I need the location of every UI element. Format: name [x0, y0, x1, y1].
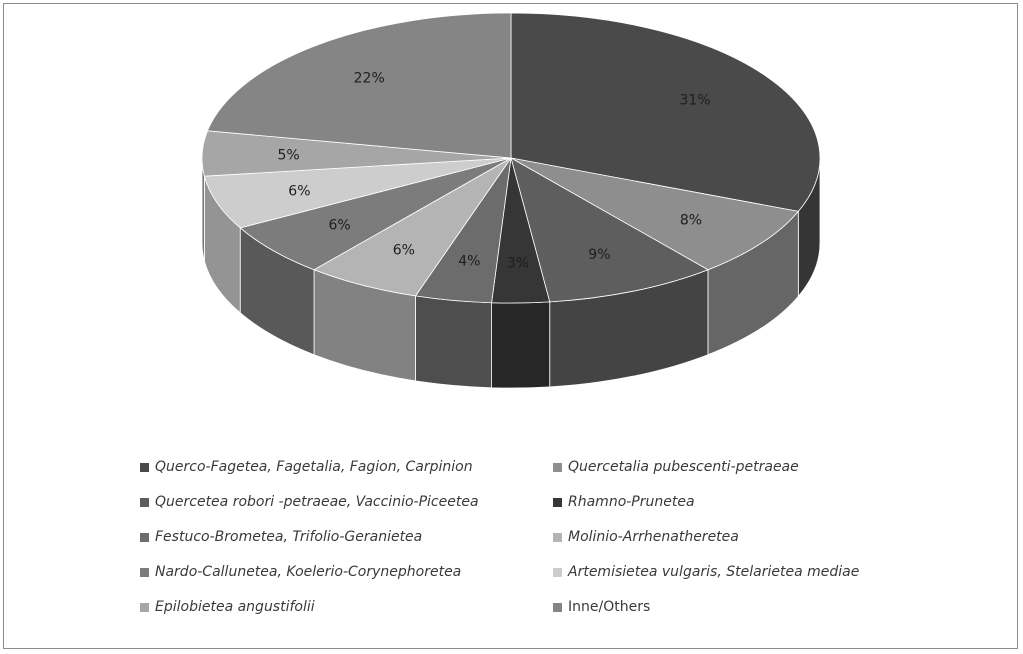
legend-item	[553, 526, 739, 548]
legend-label: Querco-Fagetea, Fagetalia, Fagion, Carpinion	[155, 459, 473, 475]
legend-label: Festuco-Brometea, Trifolio-Geranietea	[155, 529, 423, 545]
legend-swatch	[553, 533, 562, 542]
legend-item	[553, 596, 650, 618]
legend-label: Inne/Others	[568, 599, 651, 615]
legend-item	[140, 561, 461, 583]
legend-swatch	[140, 498, 149, 507]
legend-label: Artemisietea vulgaris, Stelarietea mediae	[568, 564, 860, 580]
legend-swatch	[553, 568, 562, 577]
pie-data-label: 3%	[506, 255, 530, 272]
legend-swatch	[140, 568, 149, 577]
pie-data-label: 5%	[277, 147, 300, 164]
pie-slice-side	[416, 296, 492, 388]
legend-label: Quercetea robori -petraeae, Vaccinio-Piceetea	[155, 494, 479, 510]
pie-data-label: 22%	[353, 70, 385, 87]
legend-swatch	[553, 463, 562, 472]
legend-swatch	[140, 603, 149, 612]
legend-item	[553, 456, 799, 478]
pie-data-label: 4%	[458, 253, 481, 270]
pie-data-label: 6%	[288, 183, 311, 200]
legend-item	[140, 596, 315, 618]
legend-swatch	[140, 463, 149, 472]
legend-item	[140, 456, 473, 478]
legend-item	[140, 491, 479, 513]
pie-data-label: 6%	[392, 242, 415, 259]
legend-label: Epilobietea angustifolii	[155, 599, 315, 615]
pie-data-label: 6%	[328, 217, 351, 234]
legend-label: Quercetalia pubescenti-petraeae	[568, 459, 799, 475]
pie-slice-side	[492, 302, 550, 388]
legend-item	[140, 526, 422, 548]
legend-label: Molinio-Arrhenatheretea	[568, 529, 739, 545]
pie-data-label: 9%	[588, 246, 611, 263]
legend-item	[553, 491, 695, 513]
legend-label: Nardo-Callunetea, Koelerio-Corynephoretea	[155, 564, 462, 580]
legend-swatch	[553, 498, 562, 507]
legend-label: Rhamno-Prunetea	[568, 494, 695, 510]
legend-swatch	[553, 603, 562, 612]
legend-item	[553, 561, 859, 583]
pie-data-label: 8%	[679, 212, 703, 229]
legend-swatch	[140, 533, 149, 542]
pie-data-label: 31%	[679, 92, 711, 109]
